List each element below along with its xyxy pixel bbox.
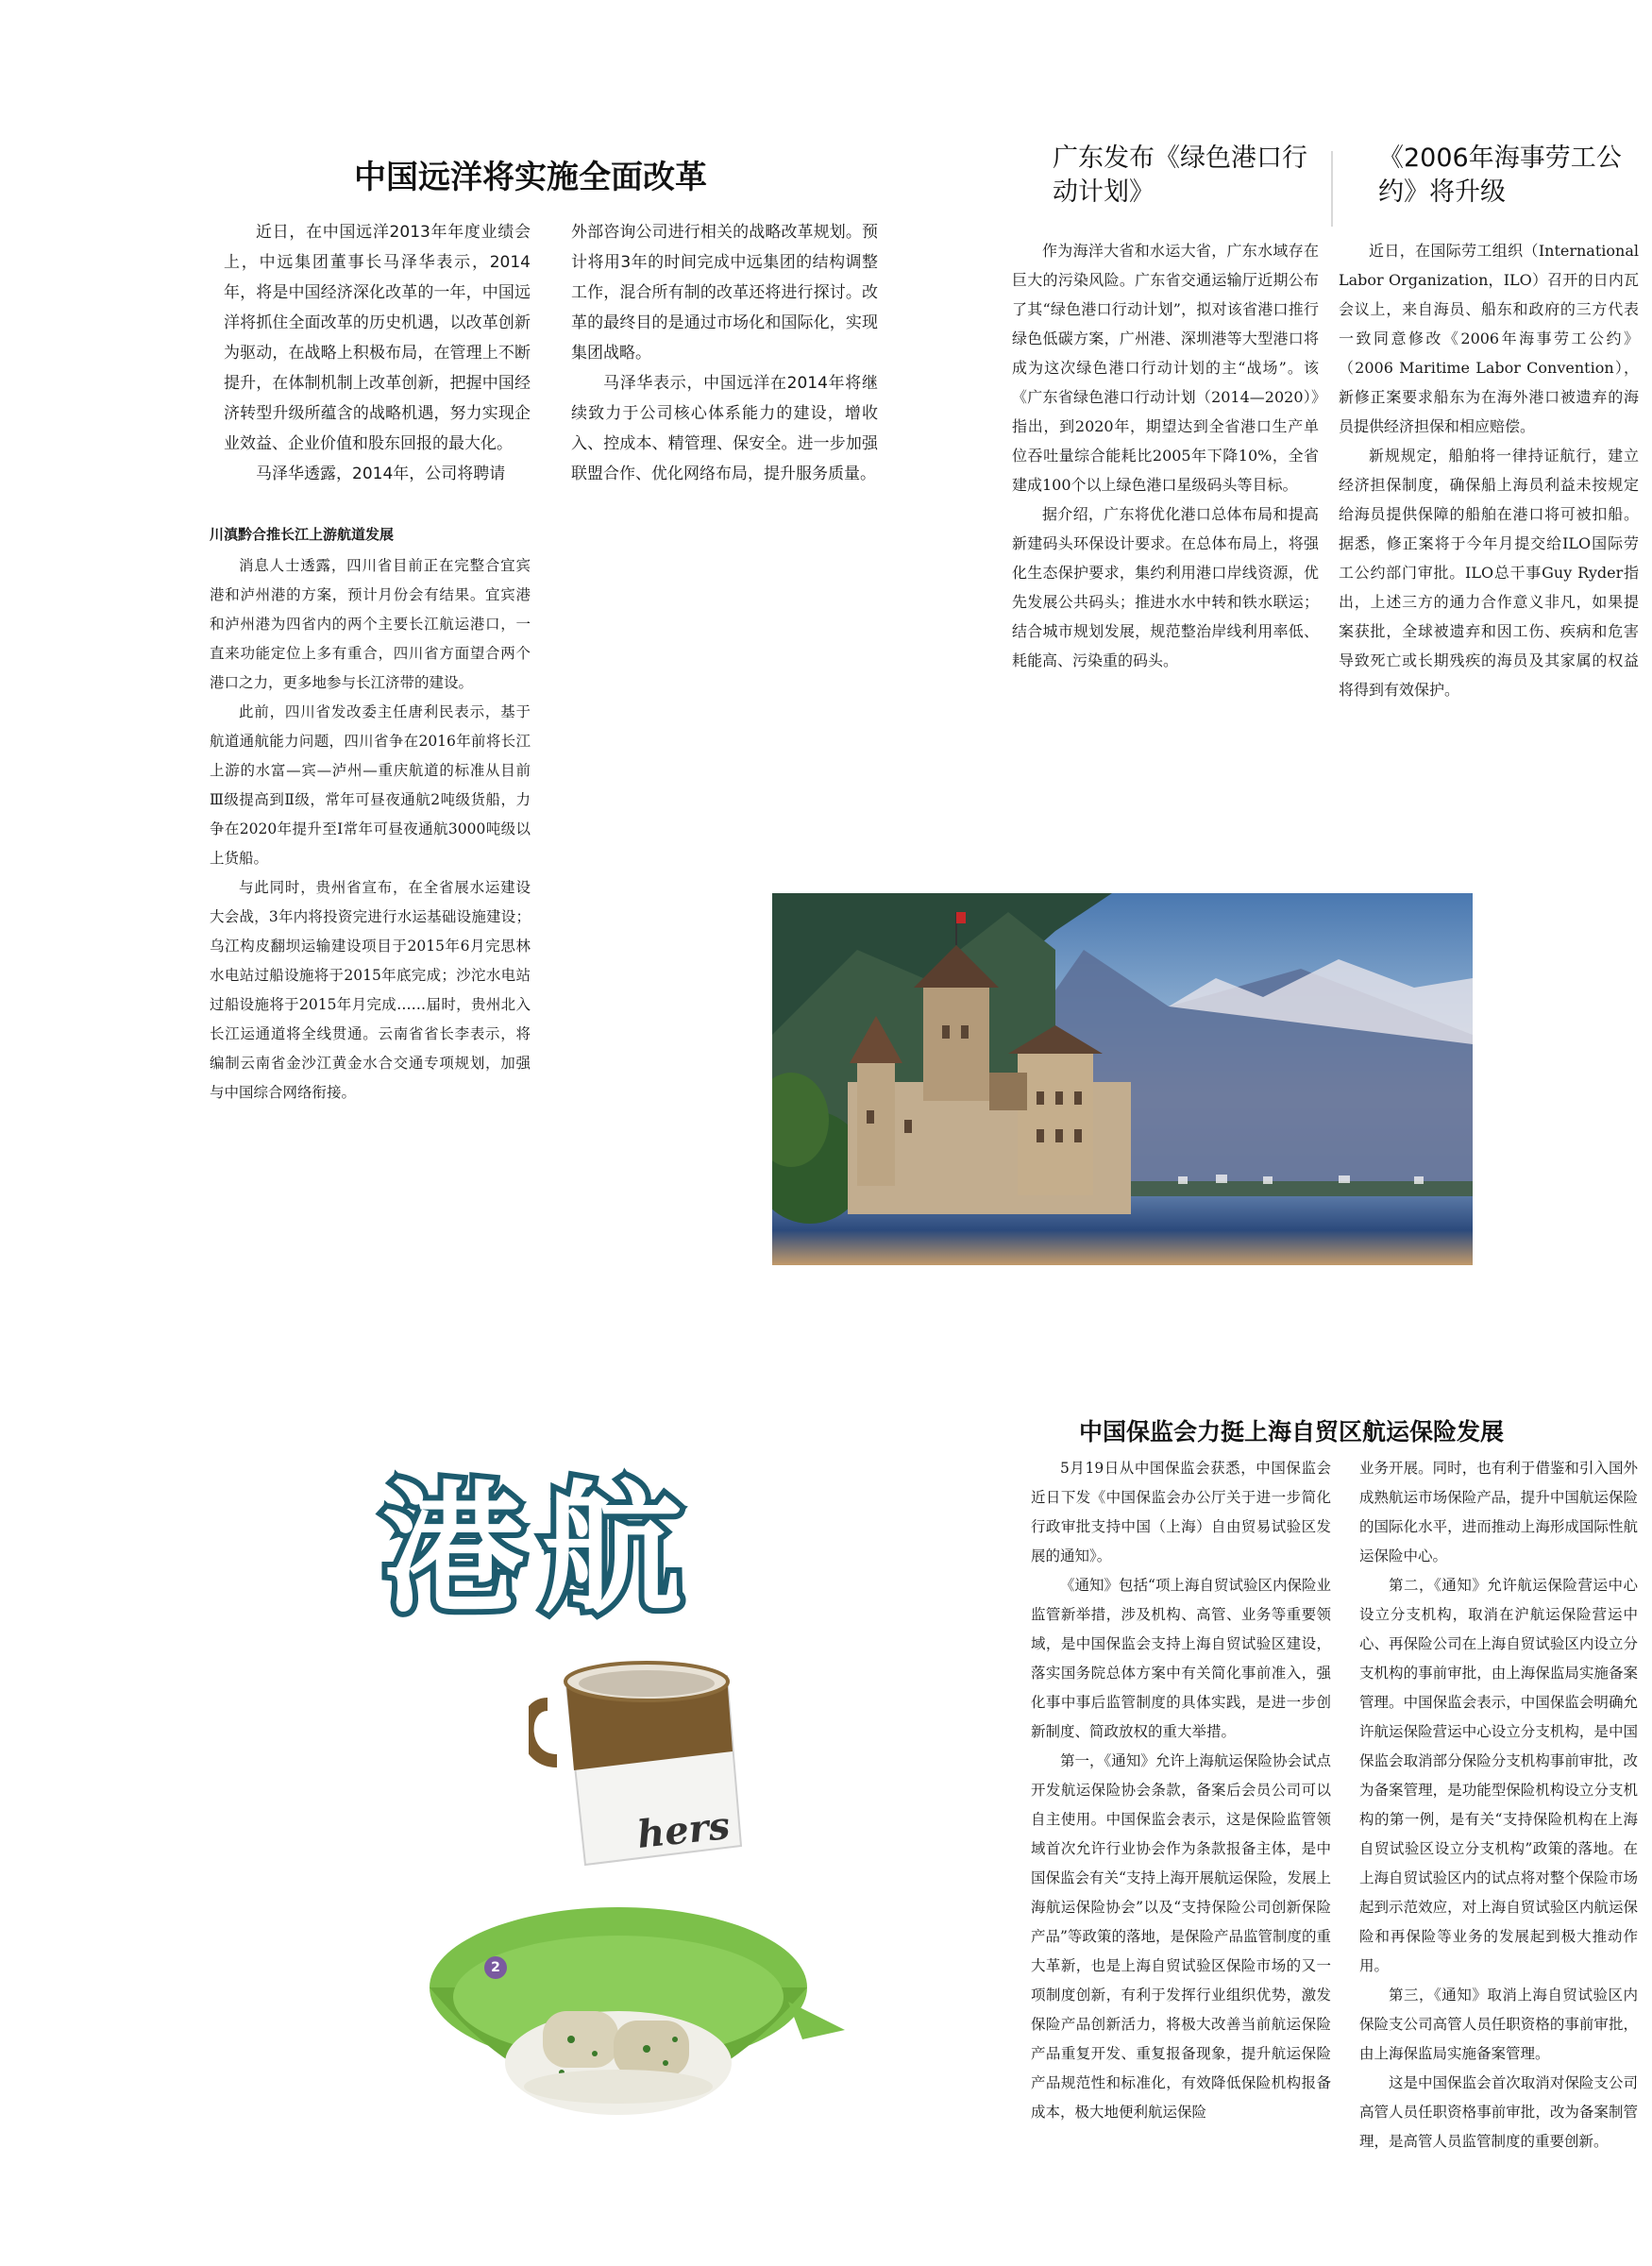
paragraph: 马泽华表示，中国远洋在2014年将继续致力于公司核心体系能力的建设，增收入、控成本、精管理、保安全。进一步加强联盟合作、优化网络布局，提升服务质量。 [571, 374, 878, 483]
paragraph: 马泽华透露，2014年，公司将聘请 [256, 465, 506, 483]
paragraph: 此前，四川省发改委主任唐利民表示，基于航道通航能力问题，四川省争在2016年前将长江上游的水富—宾—泸州—重庆航道的标准从目前Ⅲ级提高到Ⅱ级，常年可昼夜通航2吨级货船，力争在2020年提升至Ⅰ常年可昼夜通航3000吨级以上货船。 [210, 703, 531, 867]
article1-title: 中国远洋将实施全面改革 [354, 159, 707, 196]
section-logo: 港航 [382, 1468, 700, 1632]
paragraph: 这是中国保监会首次取消对保险支公司高管人员任职资格事前审批，改为备案制管理，是高管人员监管制度的重要创新。 [1359, 2074, 1638, 2150]
paragraph: 第一，《通知》允许上海航运保险协会试点开发航运保险协会条款，备案后会员公司可以自主使用。中国保监会表示，这是保险监管领域首次允许行业协会作为条款报备主体，是中国保监会有关“支持上海开展航运保险，发展上海航运保险协会”以及“支持保险公司创新保险产品”等政策的落地，是保险产品监管制度的重大革新，也是上海自贸试验区保险市场的又一项制度创新，有利于发挥行业组织优势，激发保险产品创新活力，将极大改善当前航运保险产品重复开发、重复报备现象，提升航运保险产品规范性和标准化，有效降低保险机构报备成本，极大地便利航运保险 [1031, 1752, 1331, 2121]
paragraph: 据介绍，广东将优化港口总体布局和提高新建码头环保设计要求。在总体布局上，将强化生态保护要求，集约利用港口岸线资源，优先发展公共码头；推进水水中转和铁水联运；结合城市规划发展，规范整治岸线利用率低、耗能高、污染重的码头。 [1012, 505, 1319, 669]
mug-photo [529, 1648, 755, 1884]
paragraph: 新规规定，船舶将一律持证航行，建立经济担保制度，确保船上海员利益未按规定给海员提供保障的船舶在港口将可被扣船。据悉，修正案将于今年月提交给ILO国际劳工公约部门审批。ILO总干事Guy Ryder指出，上述三方的通力合作意义非凡，如果提案获批，全球被遗弃和因工伤、疾病和危害导致死亡或长期残疾的海员及其家属的权益将得到有效保护。 [1339, 447, 1639, 699]
paragraph: 与此同时，贵州省宣布，在全省展水运建设大会战，3年内将投资完进行水运基础设施建设；乌江构皮翻坝运输建设项目于2015年6月完思林水电站过船设施将于2015年底完成；沙沱水电站过船设施将于2015年月完成……届时，贵州北入长江运通道将全线贯通。云南省省长李表示，将编制云南省金沙江黄金水合交通专项规划，加强与中国综合网络衔接。 [210, 879, 531, 1101]
article5-title: 中国保监会力挺上海自贸区航运保险发展 [1079, 1418, 1505, 1446]
bowl-photo [430, 1898, 845, 2153]
article5-col1 [1031, 1454, 1331, 2200]
paragraph: 第二，《通知》允许航运保险营运中心设立分支机构，取消在沪航运保险营运中心、再保险公司在上海自贸试验区内设立分支机构的事前审批，由上海保监局实施备案管理。中国保监会表示，中国保监会明确允许航运保险营运中心设立分支机构，是中国保监会取消部分保险分支机构事前审批，改为备案管理，是功能型保险机构设立分支机构的第一例，是有关“支持保险机构在上海自贸试验区设立分支机构”政策的落地。在上海自贸试验区内的试点将对整个保险市场起到示范效应，对上海自贸试验区内航运保险和再保险等业务的发展起到极大推动作用。 [1359, 1577, 1638, 1974]
paragraph: 近日，在国际劳工组织（International Labor Organization，ILO）召开的日内瓦会议上，来自海员、船东和政府的三方代表一致同意修改《2006年海事劳工公约》（2006 Maritime Labor Convention），新修正案要求船东为在海外港口被遗弃的海员提供经济担保和相应赔偿。 [1339, 242, 1639, 435]
article2-title: 川滇黔合推长江上游航道发展 [210, 526, 395, 543]
article3-body [1012, 236, 1319, 784]
article3-title: 广东发布《绿色港口行动计划》 [1053, 144, 1307, 207]
mug-label: hers [634, 1803, 733, 1857]
article4-title: 《2006年海事劳工公约》将升级 [1378, 144, 1622, 207]
paragraph: 第三，《通知》取消上海自贸试验区内保险支公司高管人员任职资格的事前审批，由上海保监局实施备案管理。 [1359, 1987, 1638, 2062]
paragraph: 作为海洋大省和水运大省，广东水域存在巨大的污染风险。广东省交通运输厅近期公布了其“绿色港口行动计划”，拟对该省港口推行绿色低碳方案，广州港、深圳港等大型港口将成为这次绿色港口行动计划的主“战场”。该《广东省绿色港口行动计划（2014—2020）》指出，到2020年，期望达到全省港口生产单位吞吐量综合能耗比2005年下降10%，全省建成100个以上绿色港口星级码头等目标。 [1012, 242, 1319, 494]
article4-body [1339, 236, 1639, 784]
divider [1331, 151, 1333, 227]
paragraph: 外部咨询公司进行相关的战略改革规划。预计将用3年的时间完成中远集团的结构调整工作，混合所有制的改革还将进行探讨。改革的最终目的是通过市场化和国际化，实现集团战略。 [571, 223, 878, 363]
article5-col2 [1359, 1454, 1638, 2200]
article1-col1 [224, 217, 531, 510]
paragraph: 5月19日从中国保监会获悉，中国保监会近日下发《中国保监会办公厅关于进一步简化行政审批支持中国（上海）自由贸易试验区发展的通知》。 [1031, 1460, 1331, 1564]
paragraph: 近日，在中国远洋2013年年度业绩会上，中远集团董事长马泽华表示，2014年，将是中国经济深化改革的一年，中国远洋将抓住全面改革的历史机遇，以改革创新为驱动，在战略上积极布局，在管理上不断提升，在体制机制上改革创新，把握中国经济转型升级所蕴含的战略机遇，努力实现企业效益、企业价值和股东回报的最大化。 [224, 223, 531, 453]
paragraph: 业务开展。同时，也有利于借鉴和引入国外成熟航运市场保险产品，提升中国航运保险的国际化水平，进而推动上海形成国际性航运保险中心。 [1359, 1460, 1638, 1564]
article2 [210, 524, 531, 1260]
article1-col2 [571, 217, 878, 510]
paragraph: 消息人士透露，四川省目前正在完整合宜宾港和泸州港的方案，预计月份会有结果。宜宾港和泸州港为四省内的两个主要长江航运港口，一直来功能定位上多有重合，四川省方面望合两个港口之力，更多地参与长江济带的建设。 [210, 557, 531, 691]
badge-number: 2 [484, 1956, 507, 1979]
paragraph: 《通知》包括“项上海自贸试验区内保险业监管新举措，涉及机构、高管、业务等重要领域，是中国保监会支持上海自贸试验区建设，落实国务院总体方案中有关简化事前准入，强化事中事后监管制度的具体实践，是进一步创新制度、简政放权的重大举措。 [1031, 1577, 1331, 1740]
castle-lake-photo [772, 893, 1473, 1265]
